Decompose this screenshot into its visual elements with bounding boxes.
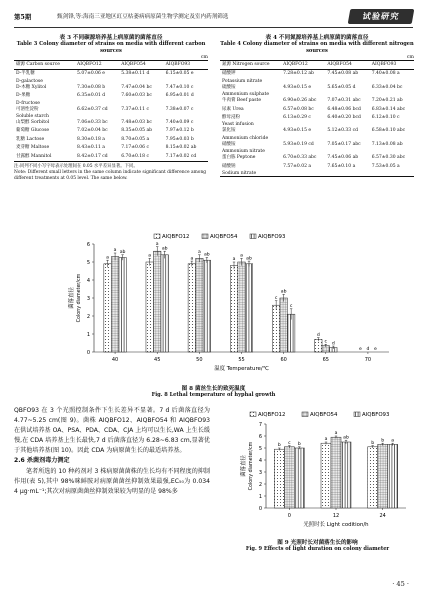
row-label: D-木糖 Xylitol [16,84,47,90]
col-header: AIQBFO12 [77,62,102,67]
table-row [14,70,208,84]
bar [284,447,294,508]
legend-swatch [154,234,160,239]
y-axis-title-en: Colony diameter/cm [249,441,254,491]
body-text-left [14,406,210,497]
table-cell: 4.93±0.15 e [283,84,312,90]
table-4 [220,60,414,177]
page-number: · 45 · [392,580,409,588]
significance-label: c [289,304,293,309]
col-header: AIQBFO54 [327,62,352,67]
row-label-cell [14,144,75,152]
significance-label: c [324,339,328,345]
bar [274,449,284,508]
row-label-cell [14,106,75,119]
table-cell: 7.07±0.31 abc [327,98,361,104]
significance-label: c [288,440,291,446]
y-axis-title-en: Colony diameter/cm [77,273,82,323]
table-cell: 7.40±0.09 c [165,120,194,126]
y-tick-label: 6 [86,241,90,248]
table-cell: 8.43±0.11 a [77,145,105,151]
row-label-cell [14,136,75,144]
row-label-cell [220,154,281,162]
table-row [220,70,414,84]
table-cell: 6.90±0.26 abc [283,98,317,104]
table-3-note-en: Note: Different small letters in the same column indicate significant difference among different treatments at 0.05 level. The same below. [14,170,207,182]
significance-label: a [155,241,159,247]
significance-label: a [324,437,328,443]
bar [315,339,323,352]
significance-label: a [232,257,236,263]
journal-section-logo: 试验研究 [348,9,415,24]
x-tick-label: 65 [322,357,329,363]
significance-label: d [331,341,335,347]
x-tick-label: 40 [111,357,119,363]
table-3-unit: cm [200,55,208,60]
bar [161,255,169,352]
table-row [14,119,208,127]
table-4-header-row [220,61,414,70]
y-tick-label: 5 [86,259,90,266]
table-row [14,84,208,92]
row-label: 山梨醇 Sorbitol [16,120,50,126]
legend-label: AIQBFO54 [310,412,338,418]
figure-8-caption-cn: 图 8 菌丝生长的致死温度 [181,386,246,392]
table-cell: 5.65±0.05 d [327,84,356,90]
legend-swatch [302,412,308,417]
table-cell: 7.53±0.05 a [371,163,400,169]
x-tick-label: 0 [287,513,291,519]
section-heading: 2.6 杀菌剂毒力测定 [14,457,70,465]
bar [203,260,211,352]
table-cell: 7.30±0.08 b [77,84,106,90]
running-header [14,11,413,28]
row-label-cell [220,141,281,154]
significance-label: a [334,431,338,437]
table-row [14,92,208,105]
table-cell: 7.17±0.06 c [121,145,149,151]
table-cell: 6.48±0.06 bcd [327,106,361,112]
row-label: 硝酸铵 [222,141,236,147]
table-cell: 6.62±0.37 cd [77,106,108,112]
row-label: 硝酸钾 [222,71,236,77]
significance-label: d [316,332,320,338]
table-cell: 8.42±0.17 cd [77,153,108,159]
table-cell: 7.60±0.03 bc [121,93,152,99]
table-cell: 7.02±0.04 bc [77,128,108,134]
table-row [220,127,414,140]
bar [341,442,351,508]
row-label-en: Ammonium nitrate [222,149,265,155]
table-cell: 6.40±0.20 bcd [327,115,361,121]
row-label: 蛋白胨 Peptone [222,155,256,161]
col-header: AIQBFO93 [165,62,191,67]
significance-label: ab [203,252,210,258]
significance-label: b [381,438,385,444]
row-label-en: D-fructose [16,100,40,106]
y-axis-title [239,441,254,490]
x-tick-label: 60 [280,357,287,363]
x-tick-label: 12 [332,513,340,519]
bar [388,444,398,508]
table-cell: 7.47±0.10 c [165,84,194,90]
row-label: D-果糖 [16,93,31,99]
row-label-cell [14,92,75,105]
row-label-cell [14,84,75,92]
bar [331,437,341,508]
table-cell: 6.95±0.01 d [165,93,194,99]
paragraph: 笔者所选的 10 种药剂对 3 株病原菌菌株的生长均有不同程度的抑制作用(表 5),其中 98%咪鲜胺对病原菌菌丝抑制效果最强,EC₅₀为 0.034 4 μg·mL⁻¹;其次对病原菌菌丝抑制效果较为明显的是 98%多 [14,467,210,495]
table-cell: 7.45±0.06 ab [327,155,359,161]
table-4-title-cn: 表 4 不同氮源培养基上病原菌的菌落直径 [265,35,369,41]
bar [272,305,280,352]
col-header: AIQBFO12 [283,62,308,67]
row-label: 葡萄糖 Glucose [16,128,50,134]
table-cell: 7.05±0.17 abc [327,141,361,147]
table-cell: 7.37±0.11 c [121,106,149,112]
row-label: 乳糖 Lactose [16,136,45,142]
table-cell: 6.15±0.05 e [165,71,194,77]
bar [368,447,378,508]
table-cell: 6.33±0.04 bc [371,84,403,90]
table-row [14,136,208,144]
row-label-en: Yeast infusion [222,122,254,128]
table-cell: 7.97±0.12 b [165,128,194,134]
row-label: 尿素 Urea [222,106,244,112]
y-tick-label: 4 [86,277,90,284]
table-row [220,141,414,154]
table-row [14,127,208,135]
significance-label: a [106,255,109,261]
row-label-en: Ammonium sulphate [222,92,270,98]
significance-label: a [190,256,194,262]
legend-label: AIQBFO54 [210,234,238,240]
col-header: AIQBFO93 [371,62,397,67]
x-tick-label: 24 [379,513,386,519]
row-label-cell [14,153,75,162]
table-row [220,97,414,105]
table-cell: 5.07±0.06 e [77,71,105,77]
row-label-cell [220,127,281,140]
table-row [220,154,414,162]
bar [188,264,196,352]
legend-label: AIQBFO12 [258,412,286,418]
significance-label: a [391,438,395,444]
row-label: D-半乳糖 [16,71,35,77]
issue-number: 第5期 [14,13,32,21]
legend-swatch [354,412,360,417]
significance-label: c [274,295,278,301]
table-cell: 6.70±0.33 abc [283,155,317,161]
row-label-cell [220,84,281,97]
row-label-en: Sodium nitrate [222,171,257,177]
figure-9 [222,408,413,558]
table-cell: 7.28±0.12 ab [283,71,314,77]
row-label-cell [14,119,75,127]
row-label: 甘露醇 Mannitol [16,153,52,159]
table-cell: 5.12±0.33 cd [327,128,358,134]
x-tick-label: 45 [154,357,161,363]
x-tick-label: 55 [238,357,245,363]
row-label: 氯化铵 [222,128,236,134]
bar [153,251,161,352]
x-axis-title: 温度 Temperature/℃ [214,366,269,372]
table-cell: 8.35±0.05 ab [121,128,153,134]
row-label: 酵母浸粉 [222,115,240,121]
legend-swatch [202,234,208,239]
y-tick-label: 5 [258,445,262,452]
significance-label: ab [246,256,252,262]
table-cell: 7.65±0.10 a [327,163,356,169]
table-row [220,114,414,127]
figure-8 [14,230,413,403]
table-row [14,106,208,119]
table-cell: 7.38±0.07 c [165,106,194,112]
bar [111,257,119,352]
table-cell: 7.45±0.08 ab [327,71,359,77]
significance-label: a [113,248,117,254]
row-label-cell [220,97,281,105]
figure-8-chart [14,230,413,380]
legend-label: AIQBFO12 [162,234,190,240]
y-tick-label: 4 [258,457,262,464]
y-tick-label: 6 [258,433,262,440]
y-tick-label: 3 [86,295,90,302]
table-cell: 5.93±0.19 cd [283,141,314,147]
bar [119,258,127,353]
row-label: 硝酸钠 [222,163,236,169]
table-cell: 6.12±0.10 c [371,115,400,121]
figure-9-chart [222,408,413,534]
table-cell: 6.57±0.30 abc [371,155,406,161]
table-cell: 6.83±0.14 abc [371,106,406,112]
table-row [14,144,208,152]
table-3-block [14,33,208,182]
row-label: 硫酸铵 [222,84,236,90]
table-cell: 6.57±0.08 bc [283,106,314,112]
table-row [220,106,414,114]
significance-label: d [366,347,370,353]
table-3-note-cn: 注:同列不同小写字母表示处理间在 0.05 水平差异显著。下同。 [14,164,138,170]
table-cell: 7.95±0.03 b [165,136,194,142]
significance-label: a [240,253,243,259]
significance-label: ab [119,250,126,255]
figure-8-caption-en: Fig. 8 Lethal temperature of hyphal growth [151,392,276,398]
bar [146,262,154,352]
table-cell: 7.48±0.03 bc [121,120,152,126]
y-tick-label: 0 [258,505,262,512]
bar [230,266,238,352]
table-row [14,153,208,162]
row-label-cell [220,70,281,84]
y-tick-label: 2 [258,481,262,488]
table-4-unit: cm [406,55,414,60]
legend-label: AIQBFO93 [258,234,286,240]
legend-swatch [250,412,256,417]
paragraph: QBFO93 在 3 个光照控制条件下生长差异不显著。7 d 后菌落直径为 4.77~5.25 cm(图 9)。菌株 AIQBFO12、AIQBFO54 和 AIQBFO93 在供试培养基 OA、PSA、PDA、CDA、CJA 上均可以生长,WA 上生长缓慢,在 CDA 培养基上生长最快,7 d 后菌落直径为 6.28~6.83 cm,显著优于其他培养基(图 10)。因此 CDA 为病原菌生长的最适培养基。 [14,407,210,455]
running-title: 甄剑锋,等:海南三亚地区豇豆枯萎病病原菌生物学测定及室内药剂筛选 [57,14,229,20]
significance-label: b [277,443,281,449]
table-cell: 5.38±0.11 d [121,71,150,77]
significance-label: b [371,440,375,446]
table-cell: 4.93±0.15 e [283,128,312,134]
row-label: 可溶性淀粉 [16,106,39,112]
x-axis-title: 光照时长 Light codition/h [303,522,369,528]
table-row [220,163,414,177]
table-cell: 6.70±0.18 c [121,153,149,159]
y-axis-title [67,273,82,322]
table-cell: 7.20±0.21 ab [371,98,403,104]
significance-label: ab [161,246,168,252]
legend-swatch [250,234,256,239]
row-label-cell [220,114,281,127]
significance-label: e [374,347,377,353]
significance-label: a [197,250,201,255]
figure-9-caption-en: Fig. 9 Effects of light duration on colony diameter [245,546,390,552]
table-cell: 7.57±0.02 a [283,163,312,169]
col-header: AIQBFO54 [121,62,146,67]
significance-label: ab [343,435,349,441]
y-tick-label: 1 [86,331,90,338]
bar [104,264,112,352]
significance-label: e [359,347,362,353]
y-tick-label: 3 [258,469,262,476]
table-cell: 7.17±0.02 cd [165,153,197,159]
row-label-en: Potassium nitrate [222,78,263,84]
table-cell: 8.15±0.02 ab [165,145,197,151]
table-row [220,84,414,97]
table-4-title-en: Table 4 Colony diameter of strains on media with different nitrogen sources [220,41,414,54]
bar [321,443,331,508]
table-3-header-row [14,61,208,70]
row-label-cell [14,127,75,135]
table-cell: 6.58±0.10 abc [371,128,406,134]
significance-label: b [297,442,301,447]
row-label-en: D-galactose [16,78,43,84]
row-label: 牛肉膏 Beef paste [222,98,262,104]
table-cell: 8.30±0.18 a [77,136,105,142]
table-cell: 6.13±0.29 c [283,115,311,121]
bar [196,258,204,352]
y-tick-label: 2 [86,313,90,320]
table-3-title-cn: 表 3 不同碳源培养基上病原菌的菌落直径 [59,35,163,41]
x-tick-label: 50 [196,357,203,363]
row-label-cell [220,163,281,177]
table-4-block [220,33,414,177]
bar [294,448,304,508]
significance-label: a [148,253,152,259]
y-tick-label: 7 [258,421,262,428]
figure-9-caption-cn: 图 9 光照时长对菌落生长的影响 [277,540,358,546]
bar [280,298,288,352]
table-3 [14,60,208,162]
bar [287,314,295,352]
table-cell: 7.47±0.04 bc [121,84,152,90]
bar [238,262,246,352]
table-3-title-en: Table 3 Colony diameter of strains on media with different carbon sources [16,41,206,54]
y-axis-title-cn: 菌落直径 [69,287,75,309]
row-label: 麦芽糖 Maltose [16,145,50,151]
row-label-cell [14,70,75,84]
row-label-cell [220,106,281,114]
y-tick-label: 0 [86,349,90,356]
bar [245,264,253,352]
table-cell: 7.40±0.08 a [371,71,400,77]
col-header: 碳源 Carbon source [16,62,60,67]
table-cell: 6.35±0.01 d [77,93,106,99]
bar [378,444,388,508]
table-cell: 8.70±0.05 a [121,136,150,142]
row-label-en: Soluble starch [16,114,49,120]
x-tick-label: 70 [364,357,372,363]
table-cell: 7.13±0.08 ab [371,141,403,147]
col-header: 氮源 Nitrogen source [222,62,270,67]
y-axis-title-cn: 菌落直径 [241,455,247,477]
table-cell: 7.06±0.33 bc [77,120,108,126]
legend-label: AIQBFO93 [362,412,390,418]
row-label-en: Ammonium chloride [222,135,269,141]
significance-label: ab [280,289,287,295]
y-tick-label: 1 [258,493,262,500]
